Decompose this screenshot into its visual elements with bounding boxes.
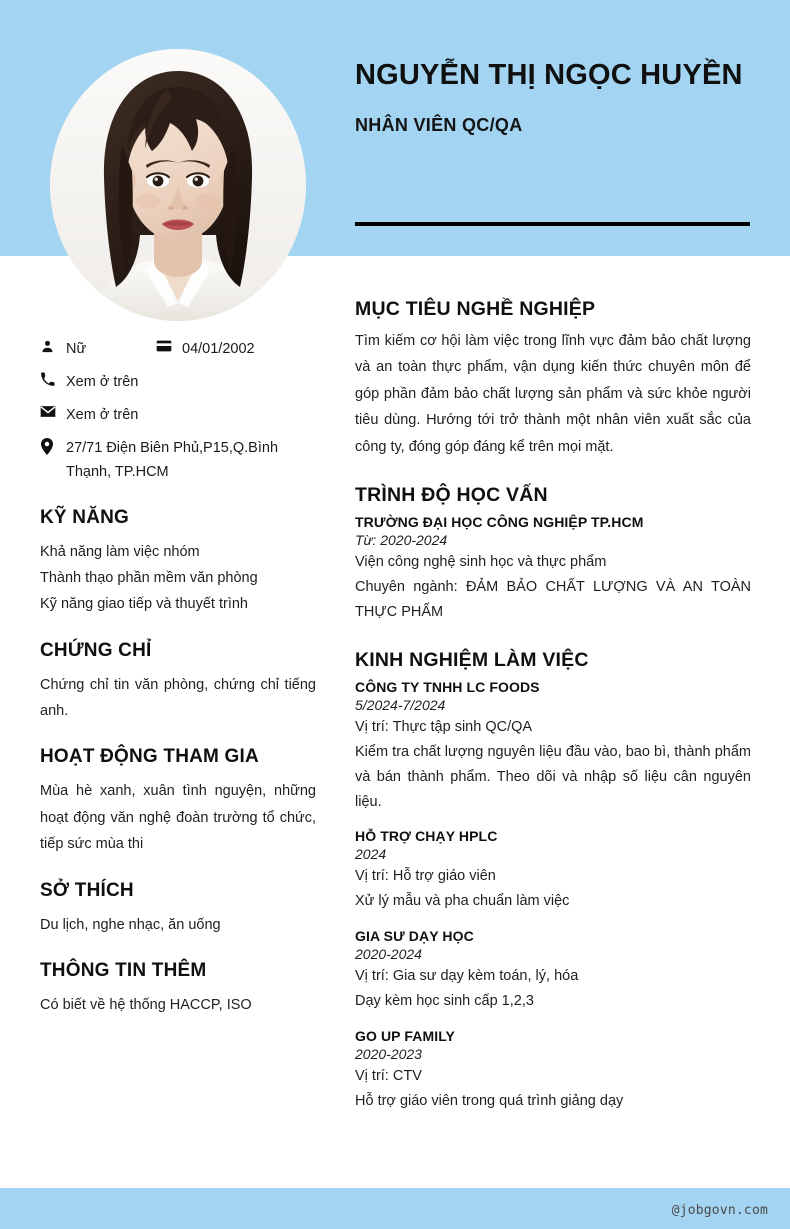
email-value: Xem ở trên — [66, 406, 139, 423]
skill-item: Khả năng làm việc nhóm — [40, 543, 200, 560]
experience-entry — [355, 679, 751, 815]
experience-company: CÔNG TY TNHH LC FOODS — [355, 678, 540, 695]
experience-description: Dạy kèm học sinh cấp 1,2,3 — [355, 993, 534, 1010]
skill-item: Thành thạo phần mềm văn phòng — [40, 569, 258, 586]
experience-entry — [355, 828, 751, 914]
experience-entry — [355, 1028, 751, 1114]
skill-item: Kỹ năng giao tiếp và thuyết trình — [40, 596, 248, 613]
section-heading-experience: KINH NGHIỆM LÀM VIỆC — [355, 648, 589, 671]
education-major: Chuyên ngành: ĐẢM BẢO CHẤT LƯỢNG VÀ AN TOÀN THỰC PHẨM — [355, 578, 751, 620]
main-column — [355, 298, 751, 1114]
header-identity — [355, 48, 755, 136]
section-heading-activities: HOẠT ĐỘNG THAM GIA — [40, 746, 259, 768]
section-heading-additional: THÔNG TIN THÊM — [40, 959, 207, 981]
experience-description: Kiểm tra chất lượng nguyên liệu đầu vào, bao bì, thành phẩm và bán thành phẩm. Theo dõi và nhập số liệu cân nguyên liệu. — [355, 743, 751, 810]
experience-company: GIA SƯ DẠY HỌC — [355, 928, 474, 945]
experience-description: Xử lý mẫu và pha chuẩn làm việc — [355, 893, 570, 910]
experience-position: Vị trí: Gia sư dạy kèm toán, lý, hóa — [355, 968, 579, 985]
contact-row-phone — [40, 371, 316, 395]
section-heading-certificates: CHỨNG CHỈ — [40, 639, 152, 661]
phone-icon — [40, 371, 66, 387]
experience-date: 2024 — [355, 846, 387, 863]
activities-text: Mùa hè xanh, xuân tình nguyện, những hoạt động văn nghệ đoàn trường tổ chức, tiếp sức mùa thi — [40, 783, 316, 853]
certificates-text: Chứng chỉ tin văn phòng, chứng chỉ tiếng anh. — [40, 676, 316, 720]
candidate-role: NHÂN VIÊN QC/QA — [355, 115, 523, 136]
portrait-illustration — [50, 49, 306, 321]
candidate-name: NGUYỄN THỊ NGỌC HUYỀN — [355, 59, 743, 91]
section-heading-objective: MỤC TIÊU NGHỀ NGHIỆP — [355, 298, 596, 320]
address-value: 27/71 Điện Biên Phủ,P15,Q.Bình Thạnh, TP.HCM — [66, 439, 279, 480]
experience-date: 5/2024-7/2024 — [355, 696, 446, 713]
location-pin-icon — [40, 437, 66, 455]
education-school: TRƯỜNG ĐẠI HỌC CÔNG NGHIỆP TP.HCM — [355, 513, 644, 530]
calendar-icon — [156, 338, 182, 353]
person-icon — [40, 338, 66, 354]
education-faculty: Viện công nghệ sinh học và thực phẩm — [355, 553, 607, 570]
contact-row-email — [40, 404, 316, 428]
sidebar-column — [40, 338, 316, 1018]
education-entry — [355, 514, 751, 625]
profile-photo — [50, 49, 306, 321]
experience-position: Vị trí: Thực tập sinh QC/QA — [355, 718, 533, 735]
section-heading-education: TRÌNH ĐỘ HỌC VẤN — [355, 483, 548, 506]
experience-date: 2020-2023 — [355, 1046, 422, 1063]
contact-row-address — [40, 437, 316, 485]
experience-company: HỖ TRỢ CHẠY HPLC — [355, 828, 498, 845]
interests-text: Du lịch, nghe nhạc, ăn uống — [40, 916, 221, 933]
section-heading-skills: KỸ NĂNG — [40, 506, 130, 528]
contact-gender — [40, 338, 156, 362]
experience-description: Hỗ trợ giáo viên trong quá trình giảng dạy — [355, 1093, 624, 1110]
additional-text: Có biết về hệ thống HACCP, ISO — [40, 996, 252, 1013]
experience-date: 2020-2024 — [355, 946, 422, 963]
header-divider — [355, 222, 750, 226]
experience-position: Vị trí: Hỗ trợ giáo viên — [355, 868, 496, 885]
section-heading-interests: SỞ THÍCH — [40, 879, 134, 901]
dob-value: 04/01/2002 — [182, 341, 255, 357]
education-date: Từ: 2020-2024 — [355, 531, 448, 548]
contact-dob — [156, 338, 255, 362]
watermark-label: @jobgovn.com — [671, 1203, 768, 1218]
experience-entry — [355, 928, 751, 1014]
objective-text: Tìm kiếm cơ hội làm việc trong lĩnh vực đảm bảo chất lượng và an toàn thực phẩm, vận dụng kiến thức chuyên môn để góp phần đảm bảo chất lượng sản phẩm và sức khỏe người tiêu dùng. Hướng tới trở thành một nhân viên xuất sắc của công ty, đóng góp đáng kể trên mọi mặt. — [355, 333, 751, 455]
envelope-icon — [40, 404, 66, 418]
experience-position: Vị trí: CTV — [355, 1068, 422, 1085]
contact-row-gender-dob — [40, 338, 316, 362]
phone-value: Xem ở trên — [66, 373, 139, 390]
experience-company: GO UP FAMILY — [355, 1028, 455, 1045]
gender-value: Nữ — [66, 341, 87, 357]
